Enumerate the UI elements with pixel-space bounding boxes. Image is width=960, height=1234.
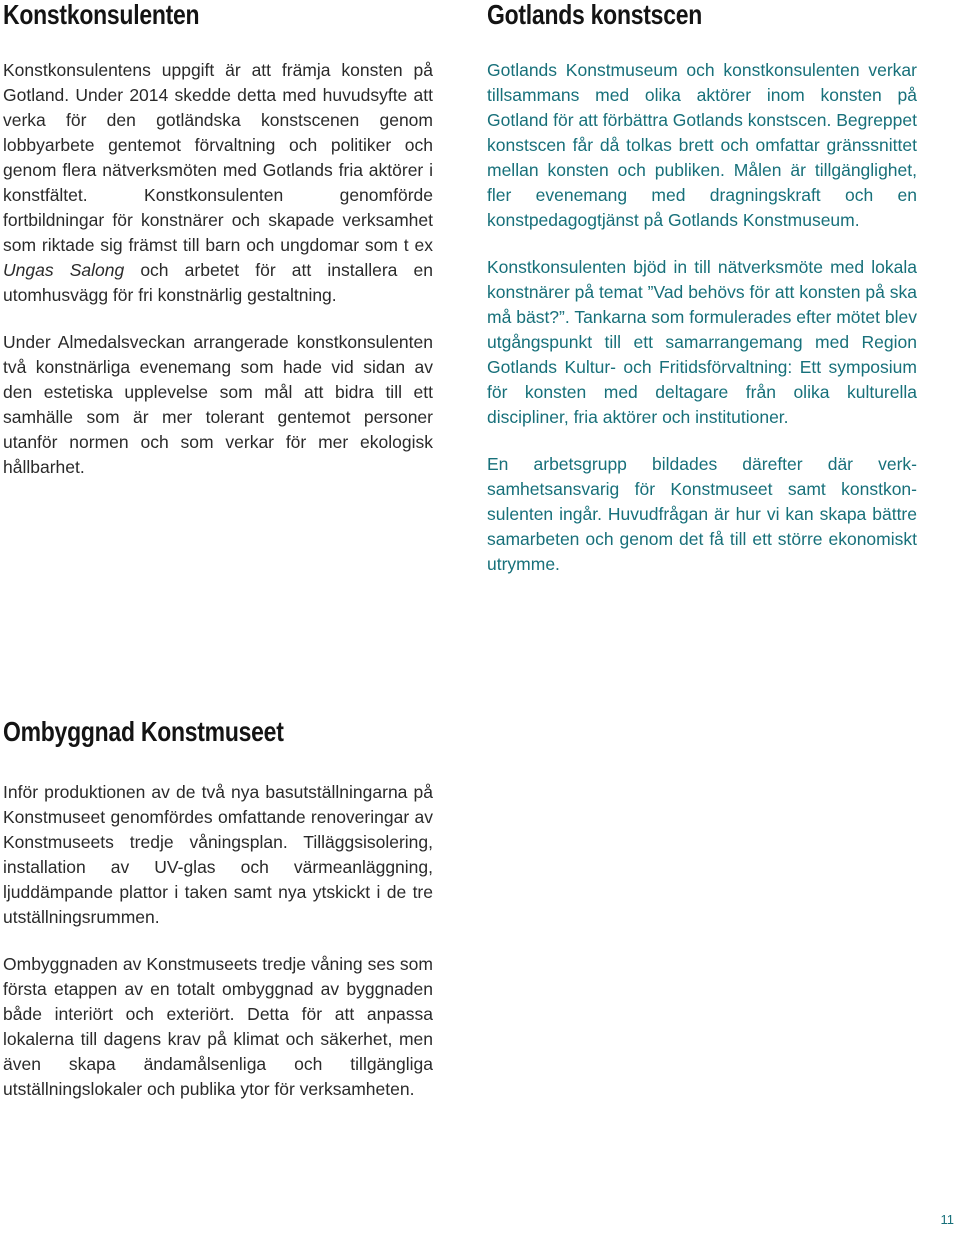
italic-title-ungas-salong: Ungas Salong xyxy=(3,260,125,280)
paragraph-text: Konstkonsulentens uppgift är att främja konsten på Gotland. Under 2014 skedde detta med huvudsyfte att verka för den gotländska konstscenen genom lobbyarbete gentemot förvaltning och politiker och genom flera nätverksmöten med Gotlands fria aktörer i konstfältet. Konstkonsulenten genomförde fortbildningar för konstnärer och skapade verksamhet som riktade sig främst till barn och ungdomar som t ex xyxy=(3,60,433,255)
right-column xyxy=(487,0,917,599)
section-heading-ombyggnad: Ombyggnad Konstmuseet xyxy=(3,716,284,747)
paragraph-text-end: och arbetet för att installera en utomhusvägg för fri konstnärlig gestaltning. xyxy=(3,260,433,305)
paragraph-ombyggnad-2: Ombyggnaden av Konstmuseets tredje våning ses som första etappen av en totalt ombyggnad av byggnaden både interiört och exteriört. Detta för att anpassa lokalerna till dagens krav på klimat och säkerhet, men även skapa ändamålsenliga och tillgängliga utställningslokaler och publika ytor för verksamheten. xyxy=(3,954,433,1099)
paragraph-konstscen-2: Konstkonsulenten bjöd in till nätverksmöte med lokala konstnärer på temat ”Vad behövs för att konsten på ska må bäst?”. Tankarna som formulerades efter mötet blev utgångspunkt till ett samarrangemang med Region Gotlands Kultur- och Fritidsförvaltning: Ett symposium för konsten med deltagare från olika kulturella discipliner, fria aktörer och institutioner. xyxy=(487,257,917,427)
paragraph-ombyggnad-1: Inför produktionen av de två nya basutställningarna på Konstmuseet genomfördes omfattande renoveringar av Konstmuseets tredje våningsplan. Tilläggsisolering, installation av UV-glas och värmeanläggning, ljuddämpande plattor i taken samt nya ytskickt i de tre utställningsrummen. xyxy=(3,782,433,927)
section-heading-gotlands-konstscen: Gotlands konstscen xyxy=(487,0,703,30)
left-column xyxy=(3,0,433,502)
paragraph-konstscen-1: Gotlands Konstmuseum och konstkonsulenten verkar tillsammans med olika aktörer inom konsten på Gotland för att förbättra Gotlands konstscen. Begreppet konstscen får då tolkas brett och omfattar gränssnittet mellan konsten och publiken. Målen är tillgänglighet, fler evenemang med dragningskraft och en konstpedagogtjänst på Gotlands Konstmuseum. xyxy=(487,60,917,230)
paragraph-konstscen-3: En arbetsgrupp bildades därefter där verksamhetsansvarig för Konstmuseet samt konstkonsulenten ingår. Huvudfrågan är hur vi kan skapa bättre samarbeten och genom det få till ett större ekonomiskt utrymme. xyxy=(487,454,917,574)
paragraph-konstkonsulenten-1 xyxy=(3,58,433,308)
paragraph-konstkonsulenten-2: Under Almedalsveckan arrangerade konstkonsulenten två konstnärliga evenemang som hade vid sidan av den estetiska upplevelse som mål att bidra till ett samhälle som är mer tolerant gentemot personer utanför normen och som verkar för mer ekologisk hållbarhet. xyxy=(3,332,433,477)
bottom-section xyxy=(3,712,433,1124)
section-heading-konstkonsulenten: Konstkonsulenten xyxy=(3,0,200,30)
page-number: 11 xyxy=(940,1212,954,1227)
